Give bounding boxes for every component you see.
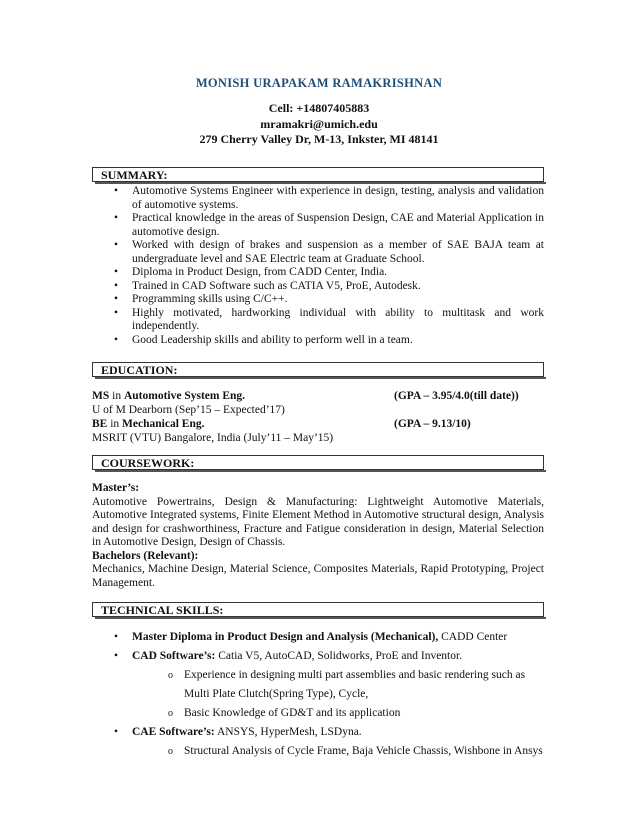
summary-item: • Diploma in Product Design, from CADD Center, India. — [118, 266, 544, 280]
ms-degree: MS — [92, 390, 110, 402]
diploma-label: Master Diploma in Product Design and Analysis (Mechanical), — [132, 631, 439, 643]
summary-item: • Programming skills using C/C++. — [118, 293, 544, 307]
skill-item-diploma — [118, 628, 544, 647]
ms-row — [92, 389, 544, 403]
coursework-block — [92, 482, 544, 590]
skill-item-cad — [118, 647, 544, 723]
be-school: MSRIT (VTU) Bangalore, India (July’11 – May’15) — [92, 432, 334, 444]
diploma-text: CADD Center — [438, 631, 508, 643]
summary-item: • Worked with design of brakes and suspension as a member of SAE BAJA team at undergraduate level and SAE Electric team at Graduate School. — [118, 239, 544, 266]
summary-item: • Trained in CAD Software such as CATIA V5, ProE, Autodesk. — [118, 280, 544, 294]
cad-label: CAD Software’s: — [132, 650, 216, 662]
ms-gpa: (GPA – 3.95/4.0(till date)) — [394, 390, 519, 402]
cad-sub-item: o Experience in designing multi part assemblies and basic rendering such as Multi Plate Clutch(Spring Type), Cycle, — [168, 666, 544, 704]
cad-text: Catia V5, AutoCAD, Solidworks, ProE and Inventor. — [215, 650, 463, 662]
be-gpa: (GPA – 9.13/10) — [394, 418, 471, 430]
education-heading: EDUCATION: — [92, 362, 544, 377]
bachelors-heading: Bachelors (Relevant): — [92, 549, 199, 562]
be-row — [92, 417, 544, 431]
be-in: in — [107, 418, 123, 430]
skill-item-cae — [118, 723, 544, 761]
email-address: mramakri@umich.edu — [260, 116, 378, 131]
ms-in: in — [109, 390, 124, 402]
masters-heading: Master’s: — [92, 482, 140, 494]
bachelors-courses: Mechanics, Machine Design, Material Science, Composites Materials, Rapid Prototyping, Project Management. — [92, 563, 544, 589]
summary-list — [118, 185, 544, 347]
cad-sub-list — [132, 666, 544, 723]
cad-sub-item: o Basic Knowledge of GD&T and its application — [168, 704, 544, 723]
masters-courses: Automotive Powertrains, Design & Manufacturing: Lightweight Automotive Materials, Automotive Integrated systems, Finite Element Method in Automotive structural design, Analysis and design for crashworthiness, Fracture and Fatigue consideration in design, Material Selection in Automotive Design, Design of Chassis. — [92, 495, 544, 548]
summary-heading: SUMMARY: — [92, 167, 544, 182]
ms-field: Automotive System Eng. — [123, 390, 246, 402]
cae-sub-list — [132, 742, 544, 761]
cae-sub-item: o Structural Analysis of Cycle Frame, Baja Vehicle Chassis, Wishbone in Ansys — [168, 742, 544, 761]
be-field: Mechanical Eng. — [122, 418, 205, 430]
coursework-heading: COURSEWORK: — [92, 455, 544, 470]
summary-item: • Good Leadership skills and ability to perform well in a team. — [118, 334, 544, 348]
postal-address: 279 Cherry Valley Dr, M-13, Inkster, MI 48141 — [199, 132, 439, 146]
cae-text: ANSYS, HyperMesh, LSDyna. — [214, 726, 362, 738]
summary-item: • Automotive Systems Engineer with experience in design, testing, analysis and validation of automotive systems. — [118, 185, 544, 212]
summary-item: • Practical knowledge in the areas of Suspension Design, CAE and Material Application in automotive design. — [118, 212, 544, 239]
ms-degree-line — [92, 389, 245, 403]
contact-block — [0, 101, 638, 148]
cae-label: CAE Software’s: — [132, 726, 215, 738]
education-block — [92, 389, 544, 445]
phone-number: Cell: +14807405883 — [268, 101, 370, 115]
candidate-name: MONISH URAPAKAM RAMAKRISHNAN — [195, 76, 443, 90]
technical-skills-list — [118, 628, 544, 761]
ms-school: U of M Dearborn (Sep’15 – Expected’17) — [92, 404, 285, 416]
summary-item: • Highly motivated, hardworking individual with ability to multitask and work independently. — [118, 307, 544, 334]
technical-skills-heading: TECHNICAL SKILLS: — [92, 602, 544, 617]
be-degree: BE — [92, 418, 108, 430]
be-degree-line — [92, 417, 204, 431]
